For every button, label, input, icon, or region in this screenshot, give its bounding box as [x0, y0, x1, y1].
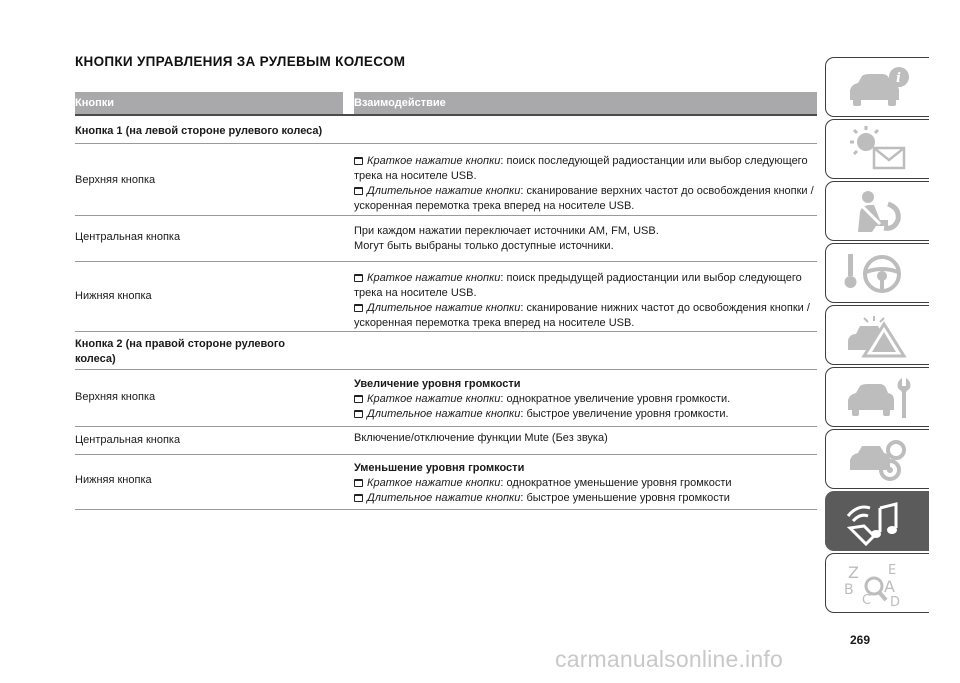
table-row — [75, 216, 817, 262]
index-letter-a: A — [884, 577, 895, 596]
table-row — [75, 144, 817, 216]
tab-emergency[interactable] — [825, 305, 929, 365]
button-name: Верхняя кнопка — [75, 390, 156, 403]
short-press-icon — [354, 395, 363, 403]
interaction-line: Длительное нажатие кнопки: быстрое уменьшение уровня громкости — [354, 491, 817, 506]
button-name: Нижняя кнопка — [75, 474, 152, 486]
tab-index[interactable] — [825, 553, 929, 613]
interaction-line: Краткое нажатие кнопки: поиск предыдущей радиостанции или выбор следующего трека на носителе USB. — [354, 272, 802, 299]
index-letter-d: D — [890, 595, 901, 608]
tab-warning-lights[interactable] — [825, 119, 929, 179]
button-name: Центральная кнопка — [75, 433, 181, 446]
page-title: КНОПКИ УПРАВЛЕНИЯ ЗА РУЛЕВЫМ КОЛЕСОМ — [75, 54, 406, 69]
table-row — [75, 262, 817, 332]
starting-driving-icon — [844, 250, 914, 298]
table-row — [75, 427, 817, 454]
interaction-heading: Увеличение уровня громкости — [354, 378, 521, 390]
car-info-icon — [844, 64, 914, 112]
button-name: Нижняя кнопка — [75, 290, 152, 302]
controls-table — [75, 92, 817, 510]
table-row — [75, 454, 817, 510]
page-number: 269 — [849, 633, 871, 647]
table-header — [75, 92, 817, 116]
interaction-line: Краткое нажатие кнопки: поиск последующей радиостанции или выбор следующего трека на носителе USB. — [354, 155, 808, 182]
long-press-icon — [354, 494, 363, 502]
short-press-icon — [354, 274, 363, 282]
safety-airbag-icon — [844, 188, 914, 236]
index-icon — [844, 560, 914, 608]
group-title: Кнопка 2 (на правой стороне рулевого колеса) — [75, 338, 286, 365]
interaction-line: При каждом нажатии переключает источники AM, FM, USB. — [354, 225, 659, 237]
interaction-line: Длительное нажатие кнопки: сканирование нижних частот до освобождения кнопки / ускоренная перемотка трека вперед на носителе USB. — [354, 302, 810, 329]
interaction-line: Длительное нажатие кнопки: быстрое увеличение уровня громкости. — [354, 407, 817, 422]
button-name: Верхняя кнопка — [75, 173, 156, 186]
tab-safety[interactable] — [825, 181, 929, 241]
short-press-icon — [354, 479, 363, 487]
tab-starting-driving[interactable] — [825, 243, 929, 303]
interaction-line: Могут быть выбраны только доступные источники. — [354, 240, 614, 252]
index-letter-z: Z — [848, 563, 859, 582]
header-interaction: Взаимодействие — [354, 92, 817, 114]
long-press-icon — [354, 410, 363, 418]
tab-maintenance[interactable] — [825, 367, 929, 427]
interaction-line: Длительное нажатие кнопки: сканирование верхних частот до освобождения кнопки / ускоренная перемотка трека вперед на носителе USB. — [354, 185, 814, 212]
technical-data-icon — [844, 436, 914, 484]
group-row-button-2 — [75, 332, 817, 370]
index-letter-e: E — [888, 563, 897, 578]
group-row-button-1 — [75, 116, 817, 144]
emergency-icon — [844, 312, 914, 360]
svg-text:i: i — [896, 71, 901, 86]
multimedia-icon — [844, 498, 914, 546]
group-title: Кнопка 1 (на левой стороне рулевого колеса) — [75, 125, 323, 137]
header-buttons: Кнопки — [75, 92, 343, 114]
short-press-icon — [354, 157, 363, 165]
tab-technical-data[interactable] — [825, 429, 929, 489]
maintenance-icon — [844, 374, 914, 422]
table-row — [75, 370, 817, 427]
watermark: carmanualsonline.info — [555, 646, 783, 672]
interaction-line: Краткое нажатие кнопки: однократное уменьшение уровня громкости — [354, 476, 817, 491]
tab-car-info[interactable] — [825, 57, 929, 117]
index-letter-c: C — [862, 593, 872, 608]
tab-multimedia[interactable] — [825, 491, 929, 551]
interaction-line: Краткое нажатие кнопки: однократное увеличение уровня громкости. — [354, 392, 817, 407]
button-name: Центральная кнопка — [75, 230, 181, 243]
long-press-icon — [354, 187, 363, 195]
interaction-heading: Уменьшение уровня громкости — [354, 462, 525, 474]
interaction-line: Включение/отключение функции Mute (Без звука) — [354, 432, 608, 444]
long-press-icon — [354, 304, 363, 312]
warning-lights-message-icon — [844, 126, 914, 174]
index-letter-b: B — [844, 582, 854, 598]
